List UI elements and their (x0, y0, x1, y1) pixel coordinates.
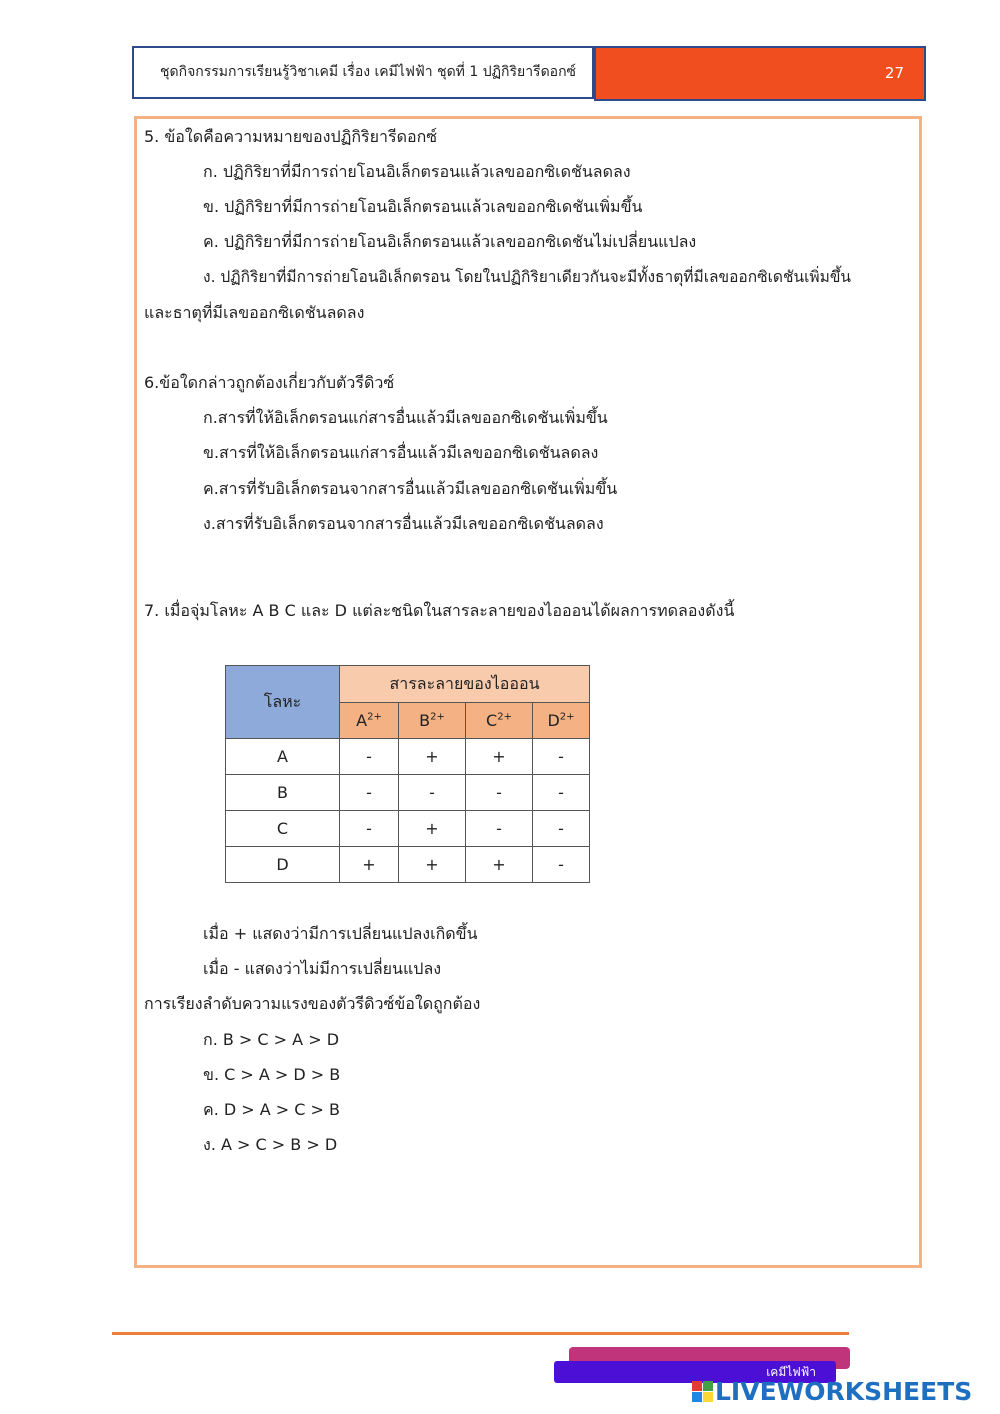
legend-plus: เมื่อ + แสดงว่ามีการเปลี่ยนแปลงเกิดขึ้น (203, 924, 478, 943)
question-6: 6.ข้อใดกล่าวถูกต้องเกี่ยวกับตัวรีดิวซ์ (144, 373, 395, 392)
metal-cell: A (226, 739, 340, 775)
liveworksheets-logo[interactable] (692, 1376, 972, 1406)
result-cell: - (533, 775, 590, 811)
q7-prompt: การเรียงลำดับความแรงของตัวรีดิวซ์ข้อใดถูกต้อง (144, 994, 481, 1013)
result-cell: + (399, 811, 466, 847)
q5-option-a[interactable]: ก. ปฏิกิริยาที่มีการถ่ายโอนอิเล็กตรอนแล้วเลขออกซิเดชันลดลง (203, 162, 631, 181)
ion-header-d: $D^{2+}$ (533, 703, 590, 739)
ion-header-b: $B^{2+}$ (399, 703, 466, 739)
q6-option-b[interactable]: ข.สารที่ให้อิเล็กตรอนแก่สารอื่นแล้วมีเลขออกซิเดชันลดลง (203, 443, 599, 462)
question-7: 7. เมื่อจุ่มโลหะ A B C และ D แต่ละชนิดในสารละลายของไอออนได้ผลการทดลองดังนี้ (144, 601, 735, 620)
q5-option-d[interactable]: ง. ปฏิกิริยาที่มีการถ่ายโอนอิเล็กตรอน โดยในปฏิกิริยาเดียวกันจะมีทั้งธาตุที่มีเลขออกซิเดชันเพิ่มขึ้น (203, 268, 852, 286)
result-cell: - (340, 811, 399, 847)
metal-cell: D (226, 847, 340, 883)
result-cell: - (533, 811, 590, 847)
result-cell: + (399, 739, 466, 775)
question-5: 5. ข้อใดคือความหมายของปฏิกิริยารีดอกซ์ (144, 127, 438, 146)
q5-option-c[interactable]: ค. ปฏิกิริยาที่มีการถ่ายโอนอิเล็กตรอนแล้วเลขออกซิเดชันไม่เปลี่ยนแปลง (203, 232, 697, 251)
result-cell: - (340, 739, 399, 775)
q5-option-b[interactable]: ข. ปฏิกิริยาที่มีการถ่ายโอนอิเล็กตรอนแล้วเลขออกซิเดชันเพิ่มขึ้น (203, 197, 643, 216)
ion-solution-header: สารละลายของไอออน (340, 666, 590, 703)
result-cell: - (399, 775, 466, 811)
q6-option-a[interactable]: ก.สารที่ให้อิเล็กตรอนแก่สารอื่นแล้วมีเลขออกซิเดชันเพิ่มขึ้น (203, 408, 608, 427)
ion-header-a: $A^{2+}$ (340, 703, 399, 739)
experiment-results-table (225, 665, 590, 883)
result-cell: + (466, 847, 533, 883)
footer-topic-tag: เคมีไฟฟ้า (554, 1361, 836, 1383)
logo-text: LIVEWORKSHEETS (715, 1376, 973, 1406)
page-number: 27 (594, 46, 926, 101)
result-cell: - (533, 739, 590, 775)
ion-header-c: $C^{2+}$ (466, 703, 533, 739)
legend-minus: เมื่อ - แสดงว่าไม่มีการเปลี่ยนแปลง (203, 959, 442, 978)
result-cell: + (399, 847, 466, 883)
q7-option-c[interactable]: ค. D > A > C > B (203, 1100, 341, 1119)
table-row (226, 739, 590, 775)
table-row (226, 775, 590, 811)
q7-option-d[interactable]: ง. A > C > B > D (203, 1135, 338, 1154)
logo-mark-icon (692, 1381, 713, 1402)
table-row (226, 811, 590, 847)
result-cell: - (340, 775, 399, 811)
result-cell: + (340, 847, 399, 883)
q6-option-d[interactable]: ง.สารที่รับอิเล็กตรอนจากสารอื่นแล้วมีเลขออกซิเดชันลดลง (203, 514, 604, 533)
q5-option-d-continued: และธาตุที่มีเลขออกซิเดชันลดลง (144, 303, 365, 322)
result-cell: - (533, 847, 590, 883)
q6-option-c[interactable]: ค.สารที่รับอิเล็กตรอนจากสารอื่นแล้วมีเลขออกซิเดชันเพิ่มขึ้น (203, 479, 618, 498)
metal-cell: B (226, 775, 340, 811)
metal-cell: C (226, 811, 340, 847)
q7-option-b[interactable]: ข. C > A > D > B (203, 1065, 341, 1084)
q7-option-a[interactable]: ก. B > C > A > D (203, 1030, 340, 1049)
metal-column-header: โลหะ (226, 666, 340, 739)
result-cell: - (466, 811, 533, 847)
header-title: ชุดกิจกรรมการเรียนรู้วิชาเคมี เรื่อง เคมีไฟฟ้า ชุดที่ 1 ปฏิกิริยารีดอกซ์ (132, 46, 594, 99)
result-cell: - (466, 775, 533, 811)
footer-divider (112, 1332, 849, 1335)
result-cell: + (466, 739, 533, 775)
table-row (226, 847, 590, 883)
